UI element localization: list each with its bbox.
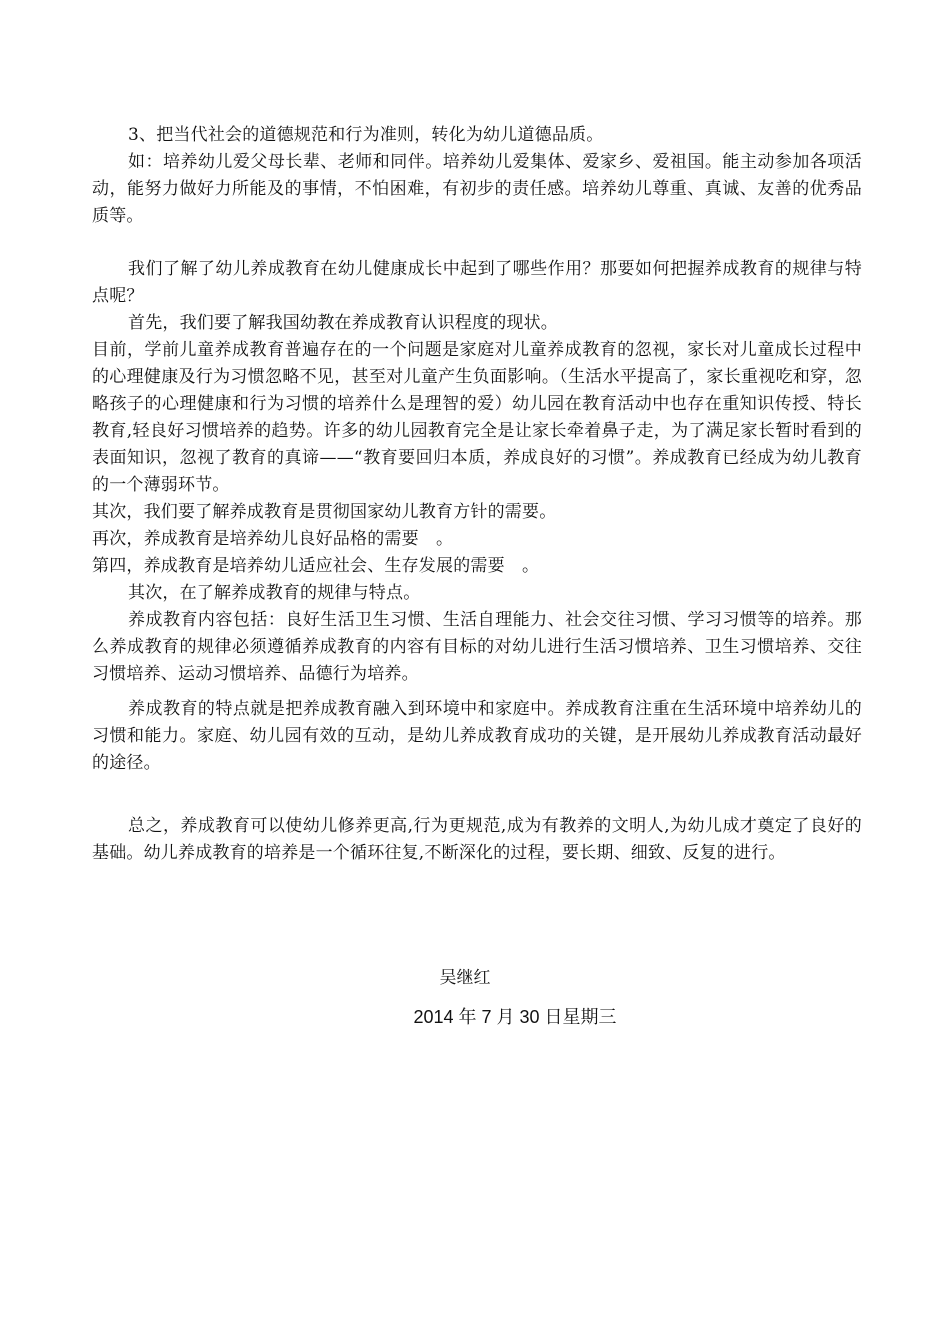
paragraph-rules-intro: 其次，在了解养成教育的规律与特点。 (128, 583, 421, 603)
paragraph-current-status: 目前，学前儿童养成教育普遍存在的一个问题是家庭对儿童养成教育的忽视，家长对儿童成长过程中的心理健康及行为习惯忽略不见，甚至对儿童产生负面影响。（生活水平提高了，家长重视吃和穿，忽略孩子的心理健康和行为习惯的培养什么是理智的爱）幼儿园在教育活动中也存在重知识传授、特长教育,轻良好习惯培养的趋势。许多的幼儿园教育完全是让家长牵着鼻子走，为了满足家长暂时看到的表面知识，忽视了教育的真谛——“教育要回归本质，养成良好的习惯”。养成教育已经成为幼儿教育的一个薄弱环节。 (92, 340, 862, 495)
paragraph-conclusion: 总之，养成教育可以使幼儿修养更高,行为更规范,成为有教养的文明人,为幼儿成才奠定了良好的基础。幼儿养成教育的培养是一个循环往复,不断深化的过程，要长期、细致、反复的进行。 (92, 816, 862, 863)
spacer (92, 777, 862, 813)
paragraph-example: 如：培养幼儿爱父母长辈、老师和同伴。培养幼儿爱集体、爱家乡、爱祖国。能主动参加各项活动，能努力做好力所能及的事情，不怕困难，有初步的责任感。培养幼儿尊重、真诚、友善的优秀品质等。 (92, 152, 862, 226)
document-body (92, 122, 862, 867)
paragraph-point-3: 3、把当代社会的道德规范和行为准则，转化为幼儿道德品质。 (128, 125, 604, 145)
author-name: 吴继红 (439, 968, 491, 988)
paragraph-question: 我们了解了幼儿养成教育在幼儿健康成长中起到了哪些作用？那要如何把握养成教育的规律与特点呢？ (92, 259, 862, 306)
spacer (92, 230, 862, 256)
spacer (92, 688, 862, 696)
document-date: 2014 年 7 月 30 日星期三 (413, 1007, 617, 1027)
paragraph-second: 其次，我们要了解养成教育是贯彻国家幼儿教育方针的需要。 (92, 502, 557, 522)
paragraph-first: 首先，我们要了解我国幼教在养成教育认识程度的现状。 (128, 313, 558, 333)
paragraph-characteristics: 养成教育的特点就是把养成教育融入到环境中和家庭中。养成教育注重在生活环境中培养幼儿的习惯和能力。家庭、幼儿园有效的互动，是幼儿养成教育成功的关键，是开展幼儿养成教育活动最好的途径。 (92, 699, 862, 773)
paragraph-third: 再次，养成教育是培养幼儿良好品格的需要 。 (92, 529, 454, 549)
paragraph-fourth: 第四，养成教育是培养幼儿适应社会、生存发展的需要 。 (92, 556, 540, 576)
paragraph-content: 养成教育内容包括：良好生活卫生习惯、生活自理能力、社会交往习惯、学习习惯等的培养。那么养成教育的规律必须遵循养成教育的内容有目标的对幼儿进行生活习惯培养、卫生习惯培养、交往习惯培养、运动习惯培养、品德行为培养。 (92, 610, 862, 684)
